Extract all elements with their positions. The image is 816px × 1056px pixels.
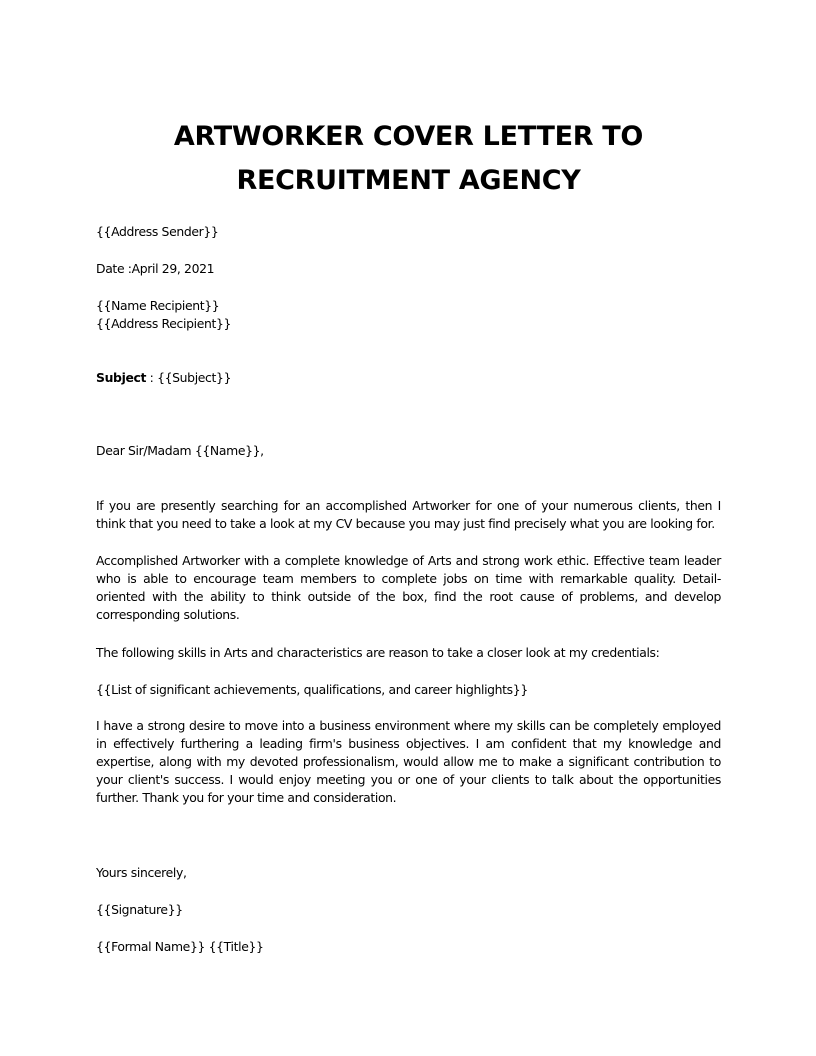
- recipient-block: [96, 297, 721, 333]
- salutation: [96, 442, 721, 460]
- signature: [96, 901, 721, 919]
- closing: [96, 864, 721, 882]
- subject-value: : {{Subject}}: [146, 370, 232, 385]
- date-text: Date :April 29, 2021: [96, 261, 215, 276]
- formal-name-title-text: {{Formal Name}} {{Title}}: [96, 939, 264, 954]
- name-recipient: {{Name Recipient}}: [96, 298, 220, 313]
- document-title: [96, 0, 721, 203]
- paragraph-achievements: {{List of significant achievements, qualifications, and career highlights}}: [96, 682, 528, 697]
- address-recipient: {{Address Recipient}}: [96, 316, 232, 331]
- title-line-1: ARTWORKER COVER LETTER TO: [173, 121, 644, 152]
- closing-text: Yours sincerely,: [96, 865, 187, 880]
- address-sender: {{Address Sender}}: [96, 224, 219, 239]
- paragraph-intro: If you are presently searching for an accomplished Artworker for one of your numerous clients, then I think that you need to take a look at my CV because you may just find precisely what you are looking for.: [96, 498, 721, 531]
- formal-name-title: [96, 938, 721, 956]
- title-line-2: RECRUITMENT AGENCY: [236, 165, 581, 196]
- paragraph-skills-intro: The following skills in Arts and characteristics are reason to take a closer look at my credentials:: [96, 645, 660, 660]
- letter-date: [96, 260, 721, 278]
- sender-address: [96, 223, 721, 241]
- subject-label: Subject: [96, 370, 147, 385]
- paragraph-closing-body: I have a strong desire to move into a business environment where my skills can be completely employed in effectively furthering a leading firm's business objectives. I am confident that my knowledge and expertise, along with my devoted professionalism, would allow me to make a significant contribution to your client's success. I would enjoy meeting you or one of your clients to talk about the opportunities further. Thank you for your time and consideration.: [96, 718, 721, 805]
- paragraph-summary: Accomplished Artworker with a complete knowledge of Arts and strong work ethic. Effective team leader who is able to encourage team members to complete jobs on time with remarkable quality. Detail-oriented with the ability to think outside of the box, find the root cause of problems, and develop corresponding solutions.: [96, 553, 721, 622]
- signature-text: {{Signature}}: [96, 902, 183, 917]
- subject-line: [96, 369, 721, 387]
- salutation-text: Dear Sir/Madam {{Name}},: [96, 443, 264, 458]
